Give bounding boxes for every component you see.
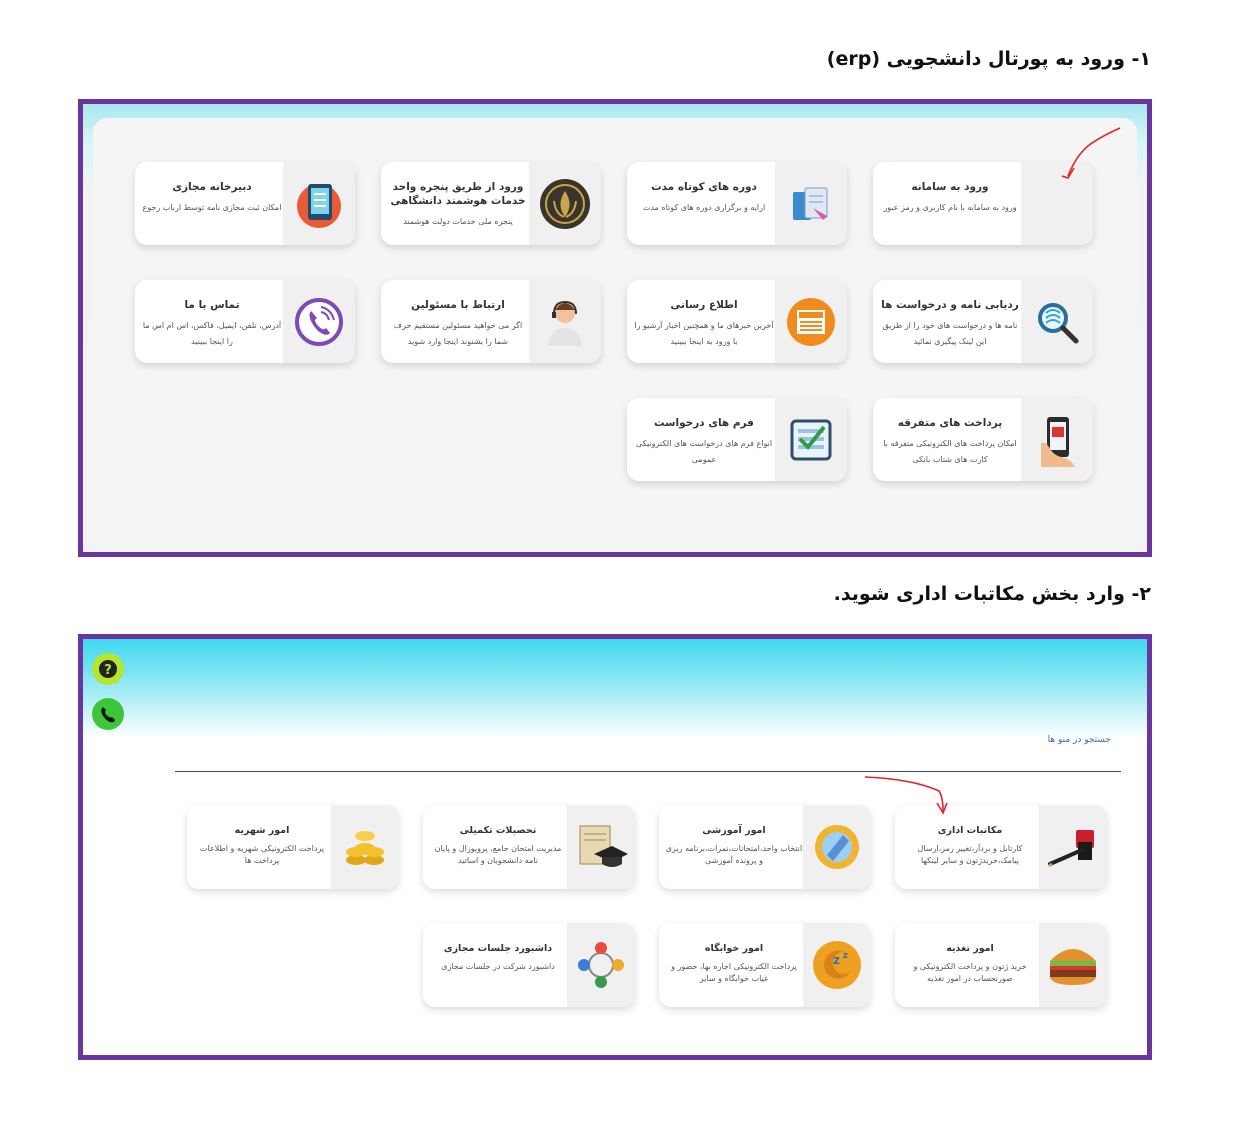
card-secretariat[interactable] [135,162,355,245]
step1-heading: ۱- ورود به پورتال دانشجویی (erp) [826,48,1151,70]
card-payments[interactable] [873,398,1093,481]
erp-header-gradient [83,639,1147,739]
card-title: تحصیلات تکمیلی [459,825,537,836]
card-title: داشبورد جلسات مجازی [443,943,553,954]
card-desc: کارتابل و بردآر،تغییر رمز،ارسال پیامک،خرید‌ژتون و سایر لینکها [917,844,1023,865]
card-education[interactable] [659,805,871,889]
card-title: تماس با ما [184,299,240,311]
help-button[interactable] [92,653,124,685]
card-desc: پرداخت الکترونیکی شهریه و اطلاعات پرداخت ها [199,844,325,865]
card-officials[interactable] [381,280,601,363]
card-desc: پرداخت الکترونیکی اجاره بها، حضور و غیاب خوابگاه و سایر [671,962,797,983]
card-short-courses[interactable] [627,162,847,245]
card-news[interactable] [627,280,847,363]
operator-icon [540,296,590,348]
card-desc: آخرین خبرهای ما و همچنین اخبار آرشیو را با ورود به اینجا ببینید [634,321,774,346]
card-title: اطلاع رسانی [670,299,738,311]
tablet-icon [293,178,345,230]
sleep-icon [810,938,864,992]
card-desc: نامه ها و درخواست های خود را از طریق این لینک پیگیری نمائید [882,321,1018,346]
card-title: مکاتبات اداری [937,825,1003,836]
card-desc: داشبورد شرکت در جلسات مجازی [441,962,555,971]
card-desc: ورود به سامانه با نام کاربری و رمز عبور [883,203,1017,212]
card-contact[interactable] [135,280,355,363]
form-icon [786,415,836,465]
ink-pen-icon [1046,820,1100,874]
card-title: فرم های درخواست [654,417,754,429]
card-forms[interactable] [627,398,847,481]
phone-icon [99,705,117,723]
card-desc: خرید ژتون و پرداخت الکترونیکی و صورتحساب در امور تغذیه [913,962,1027,983]
card-title: دبیرخانه مجازی [172,181,252,193]
search-label: جستجو در منو ها [1047,735,1111,745]
question-icon [98,659,118,679]
svg-text:?: ? [104,663,112,678]
phone-icon [293,296,345,348]
card-desc: انتخاب واحد،امتحانات،نمرات،برنامه ریزی و پرونده آموزشی [665,844,803,865]
card-desc: ارایه و برگزاری دوره های کوتاه مدت [642,203,766,212]
card-title: دوره های کوتاه مدت [651,181,757,193]
coins-icon [338,820,392,874]
card-login[interactable] [873,162,1093,245]
card-nutrition[interactable] [895,923,1107,1007]
card-desc: پنجره ملی خدمات دولت هوشمند [403,217,513,226]
step2-heading: ۲- وارد بخش مکاتبات اداری شوید. [833,583,1151,605]
erp-screenshot-frame [78,634,1152,1060]
card-desc: امکان ثبت مجازی نامه توسط ارباب رجوع [142,203,282,212]
card-title: ردیابی نامه و درخواست ها [881,299,1019,311]
card-title: امور آموزشی [702,825,766,836]
card-title: امور شهریه [234,825,290,836]
emblem-icon [538,177,592,231]
card-title: ارتباط با مسئولین [411,299,505,311]
menu-search-input[interactable] [175,752,1121,772]
courses-icon [785,178,837,230]
portal-screenshot-frame [78,99,1152,557]
card-correspondence[interactable] [895,805,1107,889]
burger-icon [1046,941,1100,989]
call-button[interactable] [92,698,124,730]
card-desc: مدیریت امتحان جامع، پروپوزال و پایان نامه دانشجویان و اساتید [434,844,562,865]
magnifier-icon [1032,297,1082,347]
card-title: ورود به سامانه [911,181,989,193]
svg-text:z: z [842,951,848,961]
card-graduate[interactable] [423,805,635,889]
graduation-cap-icon [574,820,628,874]
card-desc: امکان پرداخت های الکترونیکی متفرقه با کارت های شتاب بانکی [883,439,1017,464]
people-network-icon [574,938,628,992]
card-title: پرداخت های متفرقه [897,417,1003,429]
card-desc: آدرس، تلفن، ایمیل، فاکس، اس ام اس ما را اینجا ببینید [142,321,282,346]
card-dorm[interactable] [659,923,871,1007]
education-icon [811,821,863,873]
card-single-window[interactable] [381,162,601,245]
card-title: امور تغذیه [946,943,994,954]
mobile-pay-icon [1033,413,1081,467]
news-icon [785,296,837,348]
card-desc: اگر می خواهید مسئولین مستقیم حرف شما را بشنوند اینجا وارد شوید [393,321,523,346]
svg-text:z: z [833,953,840,967]
card-tuition[interactable] [187,805,399,889]
card-title: ورود از طریق پنجره واحد خدمات هوشمند دانشگاهی [390,181,526,207]
card-desc: انواع فرم های درخواست های الکترونیکی عمومی [635,439,773,464]
card-tracking[interactable] [873,280,1093,363]
card-title: امور خوابگاه [704,943,764,954]
card-meetings[interactable] [423,923,635,1007]
